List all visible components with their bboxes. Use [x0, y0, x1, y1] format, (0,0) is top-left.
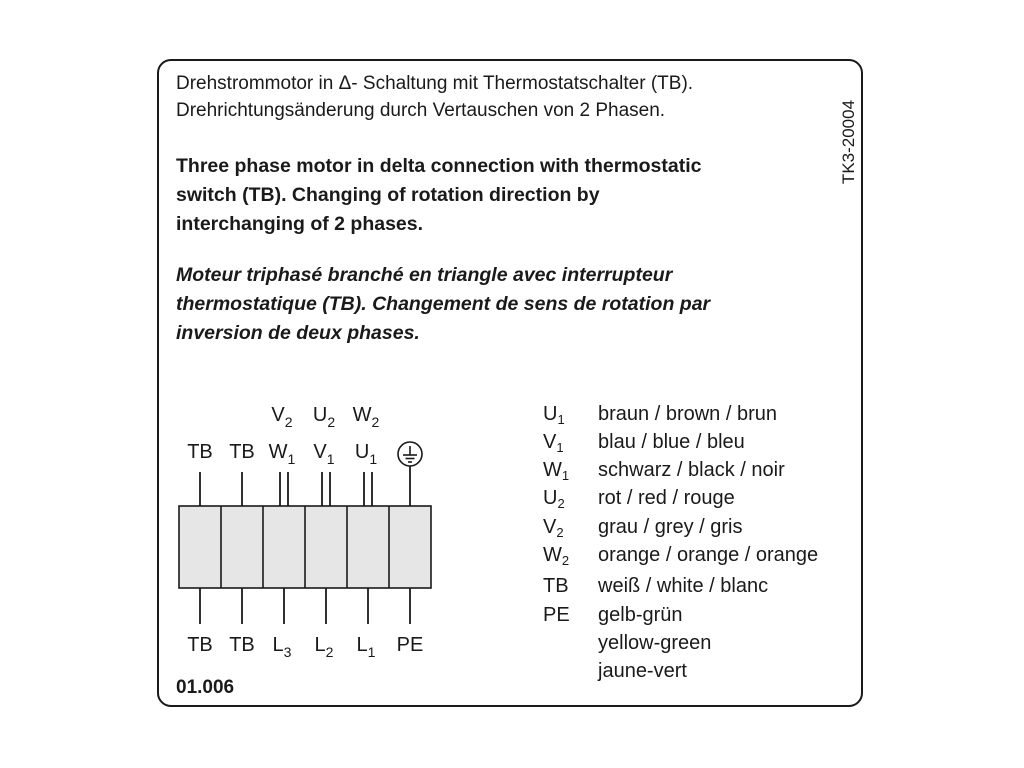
description-en-line3: interchanging of 2 phases. — [176, 213, 424, 235]
legend-color-text: schwarz / black / noir — [598, 459, 785, 481]
legend-symbol: TB — [543, 575, 569, 597]
legend-color-text: orange / orange / orange — [598, 544, 819, 566]
legend-color-text: grau / grey / gris — [598, 516, 743, 538]
legend-color-text: yellow-green — [598, 632, 712, 654]
terminal-label-bottom: $L_1$ — [356, 634, 376, 660]
legend-color-text: jaune-vert — [598, 660, 687, 682]
legend-symbol: $U_1$ — [543, 403, 565, 427]
description-fr-line3: inversion de deux phases. — [176, 322, 420, 344]
legend-symbol: PE — [543, 604, 570, 626]
terminal-label-bottom: $L_2$ — [314, 634, 334, 660]
description-fr-line2: thermostatique (TB). Changement de sens de rotation par — [176, 293, 711, 315]
terminal-label-upper: $U_2$ — [312, 404, 336, 430]
legend-color-text: blau / blue / bleu — [598, 431, 745, 453]
description-en-line2: switch (TB). Changing of rotation direction by — [176, 184, 600, 206]
terminal-label-top: TB — [229, 441, 255, 463]
terminal-label-upper: $V_2$ — [271, 404, 293, 430]
terminal-label-bottom: TB — [187, 634, 213, 656]
terminal-label-top: $U_1$ — [354, 441, 378, 467]
legend-symbol: $V_2$ — [543, 516, 564, 540]
legend-symbol: $W_2$ — [543, 544, 570, 568]
description-de-line1: Drehstrommotor in Δ- Schaltung mit Thermostatschalter (TB). — [176, 73, 694, 94]
legend-color-text: braun / brown / brun — [598, 403, 777, 425]
legend-color-text: rot / red / rouge — [598, 487, 735, 509]
terminal-label-top: TB — [187, 441, 213, 463]
terminal-label-bottom: PE — [396, 634, 424, 656]
reference-code: TK3-20004 — [839, 99, 858, 185]
description-fr-line1: Moteur triphasé branché en triangle avec interrupteur — [176, 264, 673, 286]
legend-symbol: $U_2$ — [543, 487, 565, 511]
legend-symbol: $V_1$ — [543, 431, 564, 455]
legend-color-text: weiß / white / blanc — [598, 575, 769, 597]
terminal-label-bottom: $L_3$ — [272, 634, 292, 660]
legend-symbol: $W_1$ — [543, 459, 570, 483]
terminal-label-top: $V_1$ — [313, 441, 335, 467]
terminal-label-bottom: TB — [229, 634, 255, 656]
legend-color-text: gelb-grün — [598, 604, 683, 626]
description-en-line1: Three phase motor in delta connection with thermostatic — [176, 155, 702, 177]
terminal-label-upper: $W_2$ — [352, 404, 380, 430]
description-de-line2: Drehrichtungsänderung durch Vertauschen von 2 Phasen. — [176, 100, 666, 121]
terminal-label-top: $W_1$ — [268, 441, 296, 467]
diagram-code: 01.006 — [176, 677, 235, 698]
